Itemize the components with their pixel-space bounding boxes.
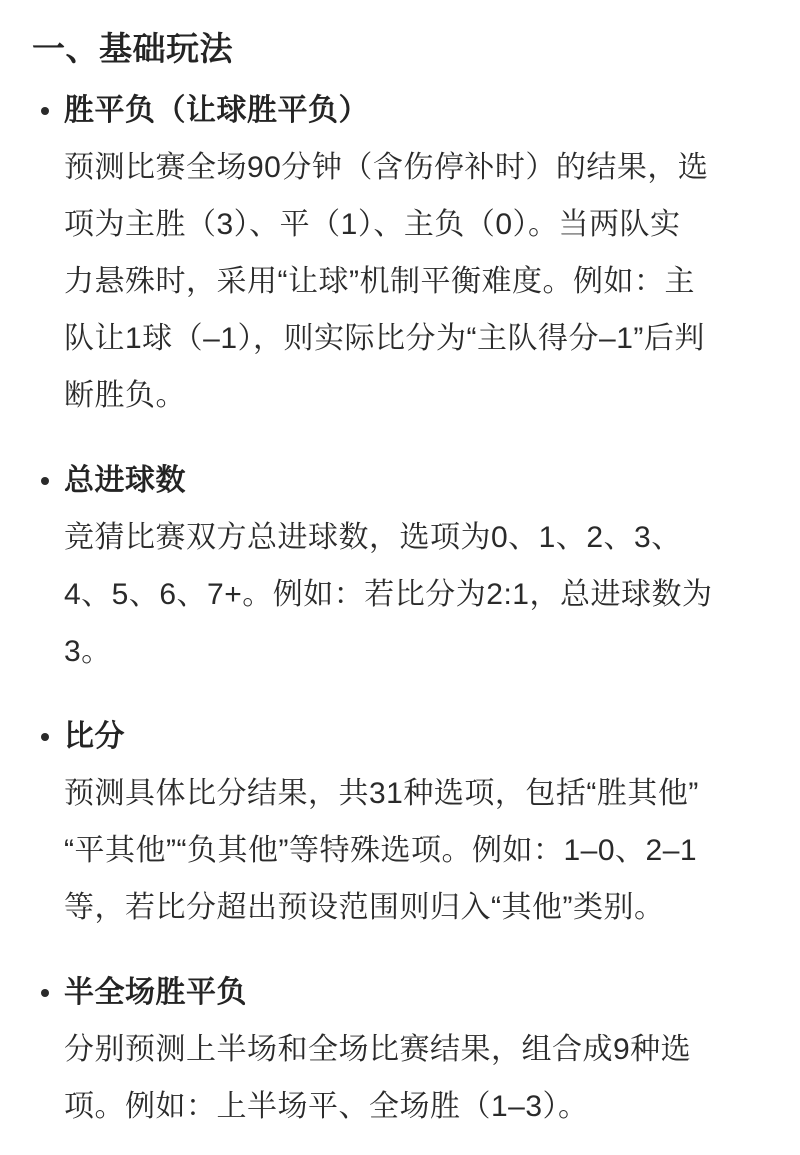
paragraph-line: 等，若比分超出预设范围则归入“其他”类别。	[64, 891, 665, 924]
paragraph-line: 3。	[64, 635, 112, 668]
section-heading: 比分	[64, 720, 125, 753]
paragraph-line: 项。例如：上半场平、全场胜（1–3）。	[64, 1090, 589, 1123]
section-heading: 半全场胜平负	[64, 976, 247, 1009]
page-title: 一、基础玩法	[32, 30, 233, 67]
paragraph-line: 项为主胜（3）、平（1）、主负（0）。当两队实	[64, 208, 681, 241]
paragraph-line: 4、5、6、7+。例如：若比分为2:1，总进球数为	[64, 578, 713, 611]
paragraph-line: 预测比赛全场90分钟（含伤停补时）的结果，选	[64, 151, 709, 184]
section-exact-score	[32, 708, 770, 936]
bullet-icon	[41, 733, 49, 741]
bullet-icon	[41, 989, 49, 997]
bullet-heading-row	[32, 452, 770, 509]
paragraph-line: 分别预测上半场和全场比赛结果，组合成9种选	[64, 1033, 692, 1066]
section-paragraph	[32, 1021, 770, 1135]
paragraph-line: 预测具体比分结果，共31种选项，包括“胜其他”	[64, 777, 699, 810]
section-paragraph	[32, 765, 770, 936]
paragraph-line: 断胜负。	[64, 379, 186, 412]
bullet-heading-row	[32, 82, 770, 139]
paragraph-line: 力悬殊时，采用“让球”机制平衡难度。例如：主	[64, 265, 695, 298]
section-total-goals	[32, 452, 770, 680]
section-paragraph	[32, 139, 770, 424]
paragraph-line: “平其他”“负其他”等特殊选项。例如：1–0、2–1	[64, 834, 698, 867]
section-win-draw-lose	[32, 82, 770, 424]
section-heading: 总进球数	[64, 464, 186, 497]
bullet-heading-row	[32, 708, 770, 765]
paragraph-line: 竞猜比赛双方总进球数，选项为0、1、2、3、	[64, 521, 682, 554]
bullet-heading-row	[32, 964, 770, 1021]
section-heading: 胜平负（让球胜平负）	[64, 94, 369, 127]
section-paragraph	[32, 509, 770, 680]
bullet-icon	[41, 107, 49, 115]
section-half-full-time	[32, 964, 770, 1135]
paragraph-line: 队让1球（–1），则实际比分为“主队得分–1”后判	[64, 322, 705, 355]
bullet-icon	[41, 477, 49, 485]
